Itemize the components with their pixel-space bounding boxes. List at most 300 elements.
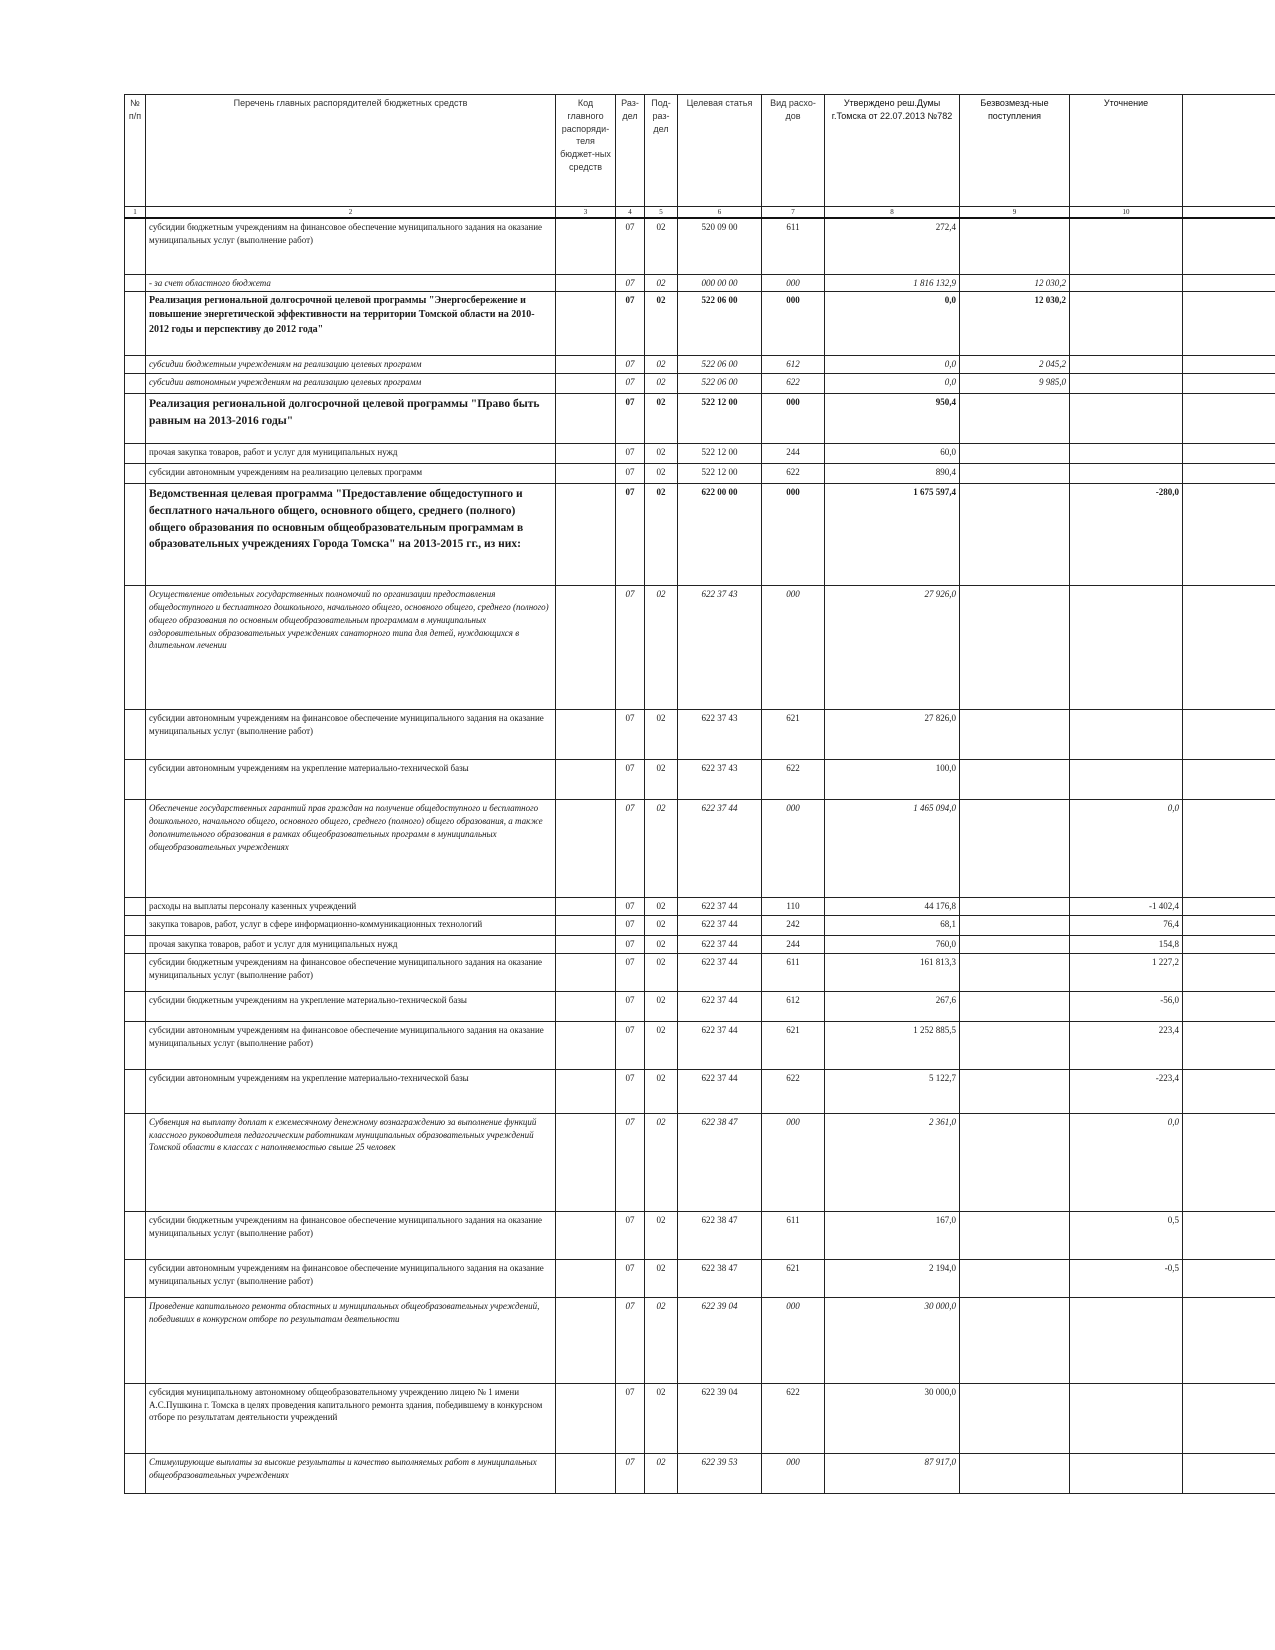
- row-adjust-amount: [1070, 218, 1183, 274]
- row-expense-type: 000: [762, 800, 825, 898]
- row-subsection: 02: [645, 1211, 678, 1259]
- row-subsection: 02: [645, 292, 678, 356]
- row-grants-amount: [960, 710, 1070, 760]
- row-section: 07: [616, 444, 645, 464]
- budget-sheet: [124, 94, 1275, 1650]
- row-target-article: 622 37 44: [678, 800, 762, 898]
- row-number: [125, 1259, 146, 1297]
- row-code: [556, 760, 616, 800]
- row-grants-amount: 2 045,2: [960, 356, 1070, 374]
- table-row: [125, 374, 1275, 394]
- row-target-article: 622 37 43: [678, 760, 762, 800]
- col-header-approved: Утверждено реш.Думы г.Томска от 22.07.2013 №782: [825, 95, 960, 207]
- row-grants-amount: [960, 991, 1070, 1021]
- row-adjust-amount: 1 227,2: [1070, 953, 1183, 991]
- row-approved-amount: 0,0: [825, 374, 960, 394]
- row-target-article: 622 37 44: [678, 991, 762, 1021]
- row-number: [125, 898, 146, 916]
- row-section: 07: [616, 1453, 645, 1493]
- row-code: [556, 356, 616, 374]
- row-subsection: 02: [645, 898, 678, 916]
- col-number-extra: [1183, 207, 1275, 219]
- col-header-adjust: Уточнение: [1070, 95, 1183, 207]
- col-number: 1: [125, 207, 146, 219]
- col-number: 10: [1070, 207, 1183, 219]
- row-subsection: 02: [645, 800, 678, 898]
- row-approved-amount: 2 361,0: [825, 1113, 960, 1211]
- table-row: [125, 1021, 1275, 1069]
- table-row: [125, 800, 1275, 898]
- row-number: [125, 586, 146, 710]
- row-code: [556, 898, 616, 916]
- row-expense-type: 621: [762, 710, 825, 760]
- row-code: [556, 586, 616, 710]
- row-number: [125, 800, 146, 898]
- row-description: субсидии автономным учреждениям на реализацию целевых программ: [146, 464, 556, 484]
- row-approved-amount: 27 926,0: [825, 586, 960, 710]
- row-target-article: 622 37 44: [678, 898, 762, 916]
- row-grants-amount: [960, 1113, 1070, 1211]
- row-approved-amount: 87 917,0: [825, 1453, 960, 1493]
- row-code: [556, 1069, 616, 1113]
- row-code: [556, 218, 616, 274]
- row-adjust-amount: [1070, 292, 1183, 356]
- row-approved-amount: 100,0: [825, 760, 960, 800]
- row-expense-type: 000: [762, 394, 825, 444]
- col-number: 7: [762, 207, 825, 219]
- row-grants-amount: [960, 1021, 1070, 1069]
- row-subsection: 02: [645, 484, 678, 586]
- row-expense-type: 621: [762, 1259, 825, 1297]
- row-subsection: 02: [645, 1069, 678, 1113]
- row-number: [125, 1453, 146, 1493]
- row-approved-amount: 950,4: [825, 394, 960, 444]
- row-code: [556, 1211, 616, 1259]
- col-header-section: Раз-дел: [616, 95, 645, 207]
- row-section: 07: [616, 218, 645, 274]
- table-row: [125, 1453, 1275, 1493]
- row-adjust-amount: 0,5: [1070, 1211, 1183, 1259]
- row-extra: [1183, 1259, 1275, 1297]
- row-expense-type: 244: [762, 444, 825, 464]
- row-subsection: 02: [645, 394, 678, 444]
- row-number: [125, 760, 146, 800]
- row-adjust-amount: -223,4: [1070, 1069, 1183, 1113]
- col-number: 4: [616, 207, 645, 219]
- row-code: [556, 710, 616, 760]
- row-section: 07: [616, 800, 645, 898]
- row-approved-amount: 60,0: [825, 444, 960, 464]
- row-number: [125, 356, 146, 374]
- row-description: субсидии бюджетным учреждениям на финансовое обеспечение муниципального задания на оказание муниципальных услуг (выполнение работ): [146, 1211, 556, 1259]
- row-code: [556, 800, 616, 898]
- row-expense-type: 622: [762, 1383, 825, 1453]
- row-subsection: 02: [645, 464, 678, 484]
- table-row: [125, 356, 1275, 374]
- col-header-code: Код главного распоряди-теля бюджет-ных средств: [556, 95, 616, 207]
- row-grants-amount: [960, 1211, 1070, 1259]
- row-approved-amount: 161 813,3: [825, 953, 960, 991]
- row-subsection: 02: [645, 760, 678, 800]
- row-target-article: 522 06 00: [678, 292, 762, 356]
- row-approved-amount: 167,0: [825, 1211, 960, 1259]
- row-adjust-amount: 154,8: [1070, 936, 1183, 954]
- row-grants-amount: [960, 760, 1070, 800]
- row-section: 07: [616, 394, 645, 444]
- row-number: [125, 464, 146, 484]
- row-extra: [1183, 1069, 1275, 1113]
- row-subsection: 02: [645, 1021, 678, 1069]
- row-number: [125, 484, 146, 586]
- row-description: Стимулирующие выплаты за высокие результаты и качество выполняемых работ в муниципальных общеобразовательных учреждениях: [146, 1453, 556, 1493]
- row-target-article: 622 37 44: [678, 1069, 762, 1113]
- row-description: Проведение капитального ремонта областных и муниципальных общеобразовательных учреждений, победивших в конкурсном отборе по результатам деятельности: [146, 1297, 556, 1383]
- row-target-article: 522 12 00: [678, 394, 762, 444]
- row-code: [556, 274, 616, 292]
- row-section: 07: [616, 464, 645, 484]
- row-adjust-amount: [1070, 586, 1183, 710]
- row-extra: [1183, 760, 1275, 800]
- table-row: [125, 710, 1275, 760]
- table-row: [125, 586, 1275, 710]
- row-subsection: 02: [645, 1113, 678, 1211]
- row-extra: [1183, 356, 1275, 374]
- row-description: закупка товаров, работ, услуг в сфере информационно-коммуникационных технологий: [146, 916, 556, 936]
- row-number: [125, 936, 146, 954]
- row-target-article: 522 06 00: [678, 356, 762, 374]
- budget-rows: [125, 218, 1275, 1493]
- row-description: субсидии автономным учреждениям на укрепление материально-технической базы: [146, 760, 556, 800]
- table-row: [125, 1069, 1275, 1113]
- row-target-article: 622 38 47: [678, 1259, 762, 1297]
- row-approved-amount: 30 000,0: [825, 1297, 960, 1383]
- row-section: 07: [616, 484, 645, 586]
- row-target-article: 622 00 00: [678, 484, 762, 586]
- row-section: 07: [616, 936, 645, 954]
- row-subsection: 02: [645, 953, 678, 991]
- row-approved-amount: 2 194,0: [825, 1259, 960, 1297]
- row-target-article: 622 38 47: [678, 1113, 762, 1211]
- row-number: [125, 374, 146, 394]
- row-expense-type: 244: [762, 936, 825, 954]
- row-code: [556, 464, 616, 484]
- row-description: Осуществление отдельных государственных полномочий по организации предоставления общедоступного и бесплатного дошкольного, начального общего, основного общего, среднего (полного) общего образования по основным общеобразовательным программам в муниципальных оздоровительных образовательных учреждениях санаторного типа для детей, нуждающихся в длительном лечении: [146, 586, 556, 710]
- row-extra: [1183, 1297, 1275, 1383]
- row-extra: [1183, 898, 1275, 916]
- row-expense-type: 000: [762, 292, 825, 356]
- row-number: [125, 1021, 146, 1069]
- row-adjust-amount: [1070, 760, 1183, 800]
- row-section: 07: [616, 1021, 645, 1069]
- row-target-article: 520 09 00: [678, 218, 762, 274]
- row-description: Обеспечение государственных гарантий прав граждан на получение общедоступного и бесплатного дошкольного, начального общего, основного общего, среднего (полного) общего образования, а также дополнительного образования в рамках общеобразовательных программ в муниципальных общеобразовательных учреждениях: [146, 800, 556, 898]
- row-number: [125, 1211, 146, 1259]
- row-expense-type: 000: [762, 484, 825, 586]
- row-extra: [1183, 444, 1275, 464]
- table-row: [125, 898, 1275, 916]
- table-row: [125, 1211, 1275, 1259]
- row-description: субсидии бюджетным учреждениям на укрепление материально-технической базы: [146, 991, 556, 1021]
- row-expense-type: 110: [762, 898, 825, 916]
- table-row: [125, 292, 1275, 356]
- row-number: [125, 444, 146, 464]
- row-expense-type: 622: [762, 374, 825, 394]
- row-subsection: 02: [645, 356, 678, 374]
- row-subsection: 02: [645, 991, 678, 1021]
- row-code: [556, 991, 616, 1021]
- row-description: Ведомственная целевая программа "Предоставление общедоступного и бесплатного начального общего, основного общего, среднего (полного) общего образования по основным общеобразовательным программам в образовательных учреждениях Города Томска" на 2013-2015 гг., из них:: [146, 484, 556, 586]
- row-section: 07: [616, 1113, 645, 1211]
- col-header-name: Перечень главных распорядителей бюджетных средств: [146, 95, 556, 207]
- row-target-article: 622 37 43: [678, 586, 762, 710]
- column-number-row: [125, 207, 1275, 219]
- header-row: [125, 95, 1275, 207]
- table-row: [125, 991, 1275, 1021]
- row-expense-type: 000: [762, 586, 825, 710]
- row-approved-amount: 5 122,7: [825, 1069, 960, 1113]
- row-code: [556, 484, 616, 586]
- col-number: 2: [146, 207, 556, 219]
- row-description: субсидии автономным учреждениям на финансовое обеспечение муниципального задания на оказание муниципальных услуг (выполнение работ): [146, 1021, 556, 1069]
- col-number: 8: [825, 207, 960, 219]
- row-approved-amount: 27 826,0: [825, 710, 960, 760]
- row-number: [125, 218, 146, 274]
- table-row: [125, 484, 1275, 586]
- table-row: [125, 1259, 1275, 1297]
- row-target-article: 622 37 43: [678, 710, 762, 760]
- row-section: 07: [616, 374, 645, 394]
- row-number: [125, 953, 146, 991]
- row-adjust-amount: [1070, 356, 1183, 374]
- row-adjust-amount: [1070, 1453, 1183, 1493]
- table-row: [125, 274, 1275, 292]
- row-target-article: 000 00 00: [678, 274, 762, 292]
- row-extra: [1183, 953, 1275, 991]
- row-extra: [1183, 1453, 1275, 1493]
- row-grants-amount: [960, 898, 1070, 916]
- row-extra: [1183, 936, 1275, 954]
- row-subsection: 02: [645, 1297, 678, 1383]
- row-number: [125, 1113, 146, 1211]
- table-row: [125, 1297, 1275, 1383]
- row-adjust-amount: -0,5: [1070, 1259, 1183, 1297]
- row-grants-amount: [960, 484, 1070, 586]
- row-subsection: 02: [645, 274, 678, 292]
- row-target-article: 622 37 44: [678, 916, 762, 936]
- row-number: [125, 274, 146, 292]
- row-approved-amount: 0,0: [825, 292, 960, 356]
- row-adjust-amount: [1070, 464, 1183, 484]
- row-number: [125, 710, 146, 760]
- row-extra: [1183, 1113, 1275, 1211]
- row-grants-amount: [960, 953, 1070, 991]
- row-grants-amount: 9 985,0: [960, 374, 1070, 394]
- col-header-grants: Безвозмезд-ные поступления: [960, 95, 1070, 207]
- row-number: [125, 991, 146, 1021]
- row-expense-type: 000: [762, 274, 825, 292]
- row-description: прочая закупка товаров, работ и услуг для муниципальных нужд: [146, 444, 556, 464]
- row-extra: [1183, 1211, 1275, 1259]
- row-description: - за счет областного бюджета: [146, 274, 556, 292]
- row-grants-amount: [960, 916, 1070, 936]
- table-row: [125, 760, 1275, 800]
- row-extra: [1183, 484, 1275, 586]
- row-description: субсидии автономным учреждениям на реализацию целевых программ: [146, 374, 556, 394]
- row-approved-amount: 1 252 885,5: [825, 1021, 960, 1069]
- row-description: субсидии бюджетным учреждениям на финансовое обеспечение муниципального задания на оказание муниципальных услуг (выполнение работ): [146, 953, 556, 991]
- row-approved-amount: 267,6: [825, 991, 960, 1021]
- row-adjust-amount: [1070, 394, 1183, 444]
- row-description: субсидии бюджетным учреждениям на финансовое обеспечение муниципального задания на оказание муниципальных услуг (выполнение работ): [146, 218, 556, 274]
- row-code: [556, 1113, 616, 1211]
- row-code: [556, 292, 616, 356]
- row-section: 07: [616, 292, 645, 356]
- row-approved-amount: 1 465 094,0: [825, 800, 960, 898]
- budget-table: [124, 94, 1275, 1494]
- row-code: [556, 374, 616, 394]
- row-adjust-amount: [1070, 444, 1183, 464]
- row-expense-type: 622: [762, 760, 825, 800]
- table-row: [125, 464, 1275, 484]
- row-adjust-amount: [1070, 374, 1183, 394]
- row-target-article: 622 38 47: [678, 1211, 762, 1259]
- row-adjust-amount: [1070, 1383, 1183, 1453]
- row-approved-amount: 0,0: [825, 356, 960, 374]
- row-description: Реализация региональной долгосрочной целевой программы "Право быть равным на 2013-2016 годы": [146, 394, 556, 444]
- row-description: Реализация региональной долгосрочной целевой программы "Энергосбережение и повышение энергетической эффективности на территории Томской области на 2010-2012 годы и перспективу до 2012 года": [146, 292, 556, 356]
- row-code: [556, 1453, 616, 1493]
- row-section: 07: [616, 1069, 645, 1113]
- row-expense-type: 611: [762, 1211, 825, 1259]
- row-grants-amount: 12 030,2: [960, 292, 1070, 356]
- row-subsection: 02: [645, 916, 678, 936]
- row-code: [556, 394, 616, 444]
- row-approved-amount: 30 000,0: [825, 1383, 960, 1453]
- row-number: [125, 394, 146, 444]
- row-extra: [1183, 394, 1275, 444]
- row-subsection: 02: [645, 374, 678, 394]
- row-adjust-amount: 0,0: [1070, 1113, 1183, 1211]
- col-number: 3: [556, 207, 616, 219]
- row-code: [556, 1383, 616, 1453]
- row-grants-amount: 12 030,2: [960, 274, 1070, 292]
- row-adjust-amount: 223,4: [1070, 1021, 1183, 1069]
- row-section: 07: [616, 916, 645, 936]
- row-subsection: 02: [645, 444, 678, 464]
- col-number: 5: [645, 207, 678, 219]
- row-description: субсидии автономным учреждениям на укрепление материально-технической базы: [146, 1069, 556, 1113]
- row-target-article: 622 39 53: [678, 1453, 762, 1493]
- row-extra: [1183, 292, 1275, 356]
- row-expense-type: 622: [762, 464, 825, 484]
- row-section: 07: [616, 1211, 645, 1259]
- row-target-article: 622 37 44: [678, 936, 762, 954]
- row-description: субсидии бюджетным учреждениям на реализацию целевых программ: [146, 356, 556, 374]
- row-section: 07: [616, 356, 645, 374]
- row-adjust-amount: [1070, 710, 1183, 760]
- row-code: [556, 1021, 616, 1069]
- row-grants-amount: [960, 586, 1070, 710]
- row-section: 07: [616, 953, 645, 991]
- row-section: 07: [616, 710, 645, 760]
- table-row: [125, 444, 1275, 464]
- row-section: 07: [616, 760, 645, 800]
- row-approved-amount: 890,4: [825, 464, 960, 484]
- row-extra: [1183, 710, 1275, 760]
- col-number: 9: [960, 207, 1070, 219]
- row-section: 07: [616, 1383, 645, 1453]
- row-description: Субвенция на выплату доплат к ежемесячному денежному вознаграждению за выполнение функций классного руководителя педагогическим работникам муниципальных образовательных учреждений Томской области в классах с наполняемостью свыше 25 человек: [146, 1113, 556, 1211]
- row-grants-amount: [960, 800, 1070, 898]
- row-expense-type: 000: [762, 1453, 825, 1493]
- row-grants-amount: [960, 1259, 1070, 1297]
- row-adjust-amount: -1 402,4: [1070, 898, 1183, 916]
- row-expense-type: 611: [762, 953, 825, 991]
- row-target-article: 622 39 04: [678, 1383, 762, 1453]
- row-approved-amount: 1 816 132,9: [825, 274, 960, 292]
- row-target-article: 622 37 44: [678, 1021, 762, 1069]
- row-grants-amount: [960, 464, 1070, 484]
- row-target-article: 622 39 04: [678, 1297, 762, 1383]
- col-header-extra: [1183, 95, 1275, 207]
- row-extra: [1183, 1383, 1275, 1453]
- row-approved-amount: 760,0: [825, 936, 960, 954]
- row-expense-type: 000: [762, 1297, 825, 1383]
- row-description: субсидии автономным учреждениям на финансовое обеспечение муниципального задания на оказание муниципальных услуг (выполнение работ): [146, 710, 556, 760]
- row-expense-type: 611: [762, 218, 825, 274]
- row-extra: [1183, 274, 1275, 292]
- row-section: 07: [616, 898, 645, 916]
- row-section: 07: [616, 274, 645, 292]
- row-code: [556, 936, 616, 954]
- row-subsection: 02: [645, 1259, 678, 1297]
- col-number: 6: [678, 207, 762, 219]
- row-section: 07: [616, 1297, 645, 1383]
- row-section: 07: [616, 586, 645, 710]
- row-description: субсидии автономным учреждениям на финансовое обеспечение муниципального задания на оказание муниципальных услуг (выполнение работ): [146, 1259, 556, 1297]
- table-row: [125, 953, 1275, 991]
- col-header-type: Вид расхо-дов: [762, 95, 825, 207]
- row-adjust-amount: 0,0: [1070, 800, 1183, 898]
- row-subsection: 02: [645, 586, 678, 710]
- row-code: [556, 916, 616, 936]
- row-subsection: 02: [645, 936, 678, 954]
- row-grants-amount: [960, 1297, 1070, 1383]
- row-description: расходы на выплаты персоналу казенных учреждений: [146, 898, 556, 916]
- row-target-article: 622 37 44: [678, 953, 762, 991]
- table-row: [125, 916, 1275, 936]
- row-grants-amount: [960, 444, 1070, 464]
- row-number: [125, 1383, 146, 1453]
- row-target-article: 522 12 00: [678, 464, 762, 484]
- row-section: 07: [616, 1259, 645, 1297]
- row-expense-type: 612: [762, 356, 825, 374]
- table-row: [125, 1113, 1275, 1211]
- table-row: [125, 1383, 1275, 1453]
- row-extra: [1183, 464, 1275, 484]
- row-number: [125, 1069, 146, 1113]
- row-grants-amount: [960, 394, 1070, 444]
- row-target-article: 522 12 00: [678, 444, 762, 464]
- row-extra: [1183, 800, 1275, 898]
- row-extra: [1183, 991, 1275, 1021]
- row-code: [556, 953, 616, 991]
- table-row: [125, 936, 1275, 954]
- row-grants-amount: [960, 218, 1070, 274]
- table-row: [125, 394, 1275, 444]
- row-number: [125, 916, 146, 936]
- row-target-article: 522 06 00: [678, 374, 762, 394]
